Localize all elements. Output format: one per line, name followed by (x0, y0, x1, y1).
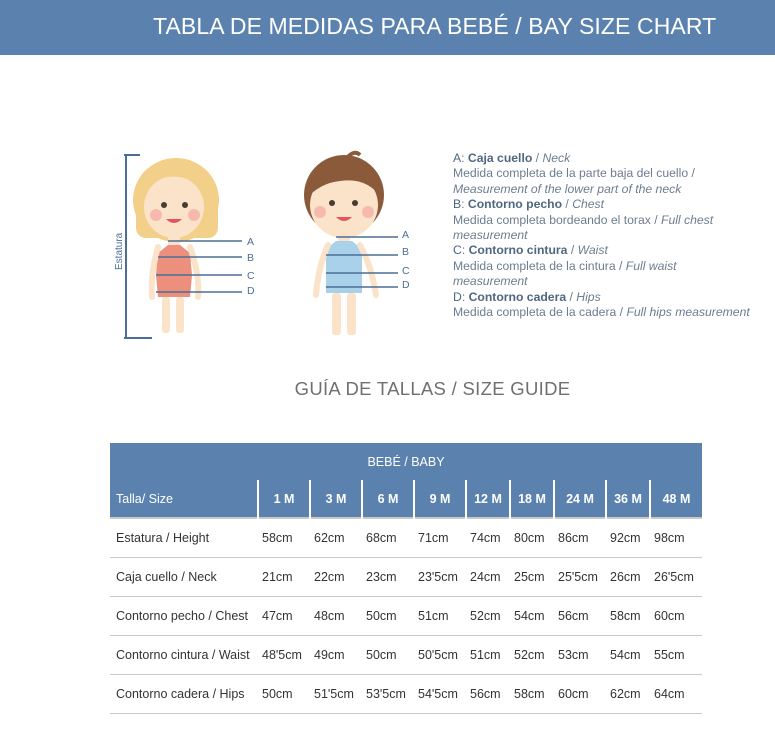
row-label: Contorno pecho / Chest (110, 597, 258, 636)
size-col-header: 36 M (606, 480, 650, 518)
table-cell: 74cm (466, 518, 510, 558)
table-cell: 58cm (510, 675, 554, 714)
table-cell: 98cm (650, 518, 702, 558)
boy-mark-d: D (402, 279, 410, 291)
table-cell: 54cm (510, 597, 554, 636)
table-group-header-row (110, 443, 702, 480)
table-cell: 60cm (650, 597, 702, 636)
page-title: TABLA DE MEDIDAS PARA BEBÉ / BAY SIZE CHART (153, 13, 717, 39)
table-cell: 53cm (554, 636, 606, 675)
table-cell: 23'5cm (414, 558, 466, 597)
girl-mark-d: D (247, 285, 255, 297)
table-cell: 86cm (554, 518, 606, 558)
legend-a-heading: A: Caja cuello / Neck (453, 151, 571, 165)
table-cell: 62cm (310, 518, 362, 558)
table-cell: 25'5cm (554, 558, 606, 597)
boy-mark-c: C (402, 265, 410, 277)
table-cell: 58cm (606, 597, 650, 636)
legend-c-desc: Medida completa de la cintura / Full waist (453, 258, 677, 273)
table-row (110, 518, 702, 558)
girl-mark-b: B (247, 252, 255, 264)
table-cell: 48'5cm (258, 636, 310, 675)
table-cell: 25cm (510, 558, 554, 597)
measurement-illustration (110, 145, 450, 345)
size-col-header: 9 M (414, 480, 466, 518)
table-cell: 48cm (310, 597, 362, 636)
size-col-header: 6 M (362, 480, 414, 518)
table-cell: 23cm (362, 558, 414, 597)
table-cell: 26cm (606, 558, 650, 597)
table-cell: 68cm (362, 518, 414, 558)
table-cell: 56cm (554, 597, 606, 636)
table-cell: 56cm (466, 675, 510, 714)
row-label: Contorno cadera / Hips (110, 675, 258, 714)
girl-mark-a: A (247, 236, 255, 248)
table-cell: 71cm (414, 518, 466, 558)
size-col-header: 18 M (510, 480, 554, 518)
table-cell: 50cm (362, 636, 414, 675)
header-banner (0, 0, 775, 55)
legend-a-desc: Medida completa de la parte baja del cuello / (453, 166, 695, 181)
row-label: Estatura / Height (110, 518, 258, 558)
table-cell: 52cm (466, 597, 510, 636)
size-col-header: 24 M (554, 480, 606, 518)
table-header-row (110, 480, 702, 518)
legend-c-heading: C: Contorno cintura / Waist (453, 243, 608, 258)
girl-figure (133, 158, 219, 333)
table-cell: 54'5cm (414, 675, 466, 714)
table-cell: 58cm (258, 518, 310, 558)
table-cell: 47cm (258, 597, 310, 636)
table-cell: 53'5cm (362, 675, 414, 714)
table-cell: 55cm (650, 636, 702, 675)
table-row (110, 636, 702, 675)
row-label: Caja cuello / Neck (110, 558, 258, 597)
height-label: Estatura (114, 232, 125, 270)
table-cell: 51cm (466, 636, 510, 675)
size-col-header: 48 M (650, 480, 702, 518)
legend-d-heading: D: Contorno cadera / Hips (453, 289, 601, 304)
size-guide-title: GUÍA DE TALLAS / SIZE GUIDE (294, 378, 571, 399)
size-col-header: 3 M (310, 480, 362, 518)
table-cell: 54cm (606, 636, 650, 675)
table-cell: 50cm (258, 675, 310, 714)
table-cell: 62cm (606, 675, 650, 714)
size-col-header: 12 M (466, 480, 510, 518)
table-cell: 51cm (414, 597, 466, 636)
boy-mark-b: B (402, 246, 410, 258)
group-header: BEBÉ / BABY (110, 443, 702, 480)
table-cell: 26'5cm (650, 558, 702, 597)
legend-d-desc: Medida completa de la cadera / Full hips measurement (453, 305, 750, 320)
table-cell: 49cm (310, 636, 362, 675)
table-cell: 24cm (466, 558, 510, 597)
table-cell: 60cm (554, 675, 606, 714)
table-cell: 21cm (258, 558, 310, 597)
boy-figure (304, 153, 384, 335)
legend-b-desc: Medida completa bordeando el torax / Full chest (453, 212, 714, 227)
row-label: Contorno cintura / Waist (110, 636, 258, 675)
table-cell: 80cm (510, 518, 554, 558)
girl-mark-c: C (247, 270, 255, 282)
table-cell: 64cm (650, 675, 702, 714)
size-table (110, 443, 702, 714)
table-cell: 51'5cm (310, 675, 362, 714)
legend-a-desc-en: Measurement of the lower part of the neck (453, 181, 682, 196)
table-cell: 52cm (510, 636, 554, 675)
table-row (110, 558, 702, 597)
table-cell: 50cm (362, 597, 414, 636)
boy-mark-a: A (402, 229, 410, 241)
legend-b-heading: B: Contorno pecho / Chest (453, 197, 605, 212)
table-cell: 92cm (606, 518, 650, 558)
size-col-header: 1 M (258, 480, 310, 518)
table-row (110, 675, 702, 714)
table-cell: 22cm (310, 558, 362, 597)
size-header: Talla/ Size (110, 480, 258, 518)
legend-c-desc-en2: measurement (453, 274, 528, 289)
table-cell: 50'5cm (414, 636, 466, 675)
legend-b-desc-en2: measurement (453, 228, 528, 243)
measurement-legend (453, 151, 773, 320)
table-row (110, 597, 702, 636)
